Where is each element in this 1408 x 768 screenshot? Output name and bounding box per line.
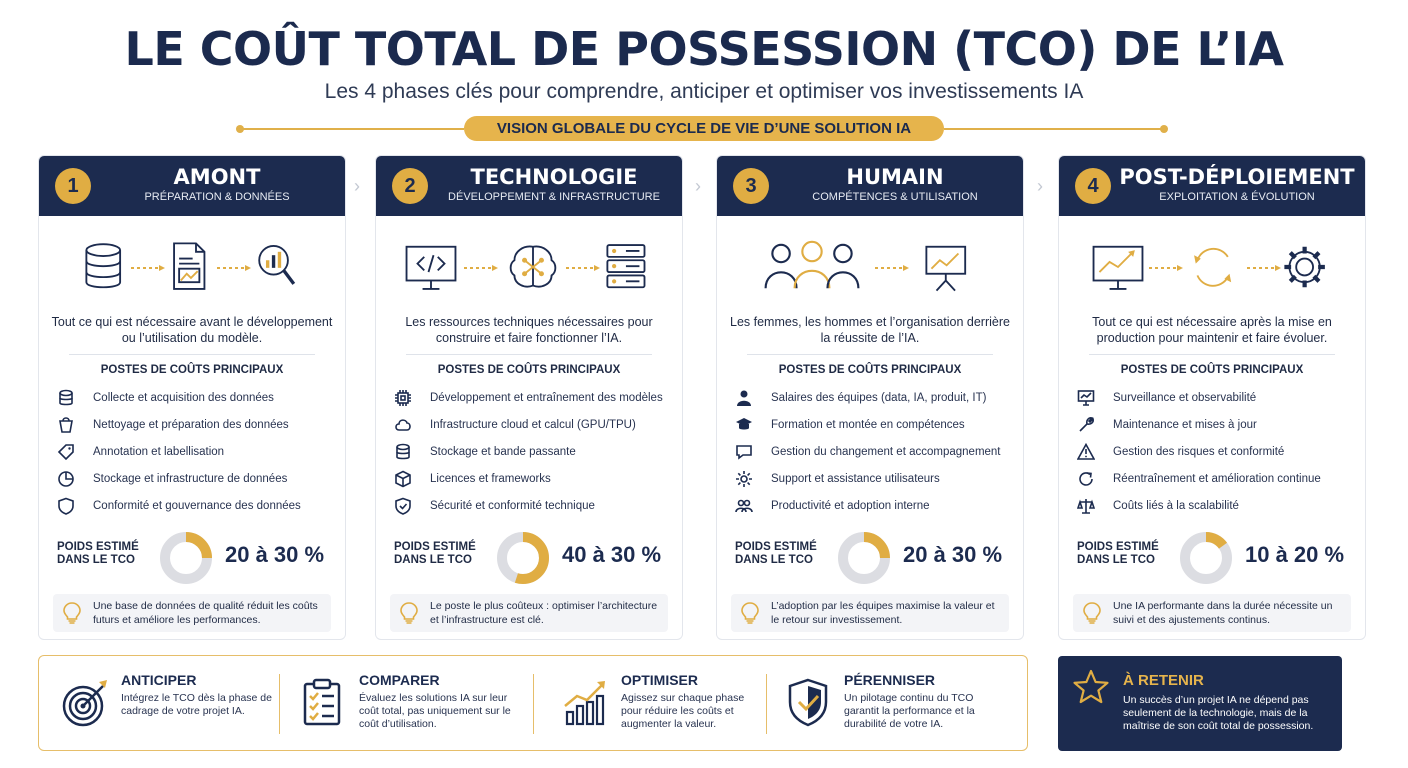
brain-icon	[506, 238, 560, 296]
takeaway-title: À RETENIR	[1123, 672, 1204, 689]
cost-item	[1077, 465, 1357, 492]
phase-tip	[731, 594, 1009, 632]
weight-label-line2: DANS LE TCO	[394, 554, 472, 566]
phase-description: Les femmes, les hommes et l’organisation derrière la réussite de l’IA.	[730, 315, 1010, 345]
chevron-right-icon: ›	[695, 176, 701, 196]
phase-card-3	[716, 155, 1024, 640]
star-icon	[1072, 668, 1110, 706]
users-icon	[735, 497, 753, 515]
cost-item-label: Maintenance et mises à jour	[1113, 418, 1257, 431]
box-icon	[394, 470, 412, 488]
phase-header	[717, 156, 1023, 216]
cost-items-list	[735, 384, 1015, 519]
cost-item-label: Coûts liés à la scalabilité	[1113, 499, 1239, 512]
weight-label	[1077, 541, 1159, 567]
weight-donut	[496, 531, 550, 585]
connector-arrow	[217, 264, 251, 272]
cost-item	[57, 465, 337, 492]
key-takeaway-panel	[1058, 656, 1342, 751]
weight-label-line1: POIDS ESTIMÉ	[1077, 541, 1159, 553]
shield-check-icon	[784, 676, 832, 728]
cost-item-label: Formation et montée en compétences	[771, 418, 965, 431]
cloud-icon	[394, 416, 412, 434]
lightbulb-icon	[741, 602, 759, 624]
phase-title: AMONT	[173, 165, 261, 189]
connector-arrow	[875, 264, 909, 272]
phase-title: HUMAIN	[846, 165, 944, 189]
cost-item-label: Conformité et gouvernance des données	[93, 499, 301, 512]
connector-arrow	[464, 264, 498, 272]
cost-item	[57, 411, 337, 438]
cycle-icon	[1189, 238, 1243, 296]
ribbon-dot-left	[236, 125, 244, 133]
phase-header	[1059, 156, 1365, 216]
phase-header	[39, 156, 345, 216]
cost-item	[1077, 411, 1357, 438]
cost-item-label: Stockage et infrastructure de données	[93, 472, 288, 485]
gear-icon	[1281, 238, 1335, 296]
recommendation-comparer	[299, 666, 529, 742]
cost-item-label: Annotation et labellisation	[93, 445, 225, 458]
divider	[533, 674, 534, 734]
recommendation-text: Intégrez le TCO dès la phase de cadrage de votre projet IA.	[121, 692, 272, 717]
recommendation-title: COMPARER	[359, 672, 440, 688]
cost-items-heading: POSTES DE COÛTS PRINCIPAUX	[100, 364, 284, 376]
tip-text: Une base de données de qualité réduit les coûts futurs et améliore les performances.	[93, 600, 318, 626]
shield-check-icon	[394, 497, 412, 515]
cost-items-list	[1077, 384, 1357, 519]
phase-description: Tout ce qui est nécessaire après la mise en production pour maintenir et faire évoluer.	[1092, 315, 1332, 345]
weight-percentage: 20 à 30 %	[225, 542, 325, 567]
code-monitor-icon	[404, 238, 458, 296]
recommendation-optimiser	[561, 666, 776, 742]
shield-icon	[57, 497, 75, 515]
lightbulb-icon	[1083, 602, 1101, 624]
cost-item	[735, 384, 1015, 411]
cost-item-label: Nettoyage et préparation des données	[93, 418, 289, 431]
divider	[406, 354, 652, 355]
gear-icon	[735, 470, 753, 488]
tip-text: L’adoption par les équipes maximise la valeur et le retour sur investissement.	[771, 600, 995, 626]
phase-subtitle: PRÉPARATION & DONNÉES	[144, 191, 290, 203]
phase-number-badge: 4	[1075, 168, 1111, 204]
weight-label	[394, 541, 476, 567]
cost-item	[735, 438, 1015, 465]
checklist-icon	[299, 676, 347, 728]
monitor-icon	[1077, 389, 1095, 407]
cost-item-label: Développement et entraînement des modèles	[430, 391, 663, 404]
ribbon-dot-right	[1160, 125, 1168, 133]
cost-item	[394, 465, 674, 492]
cost-item-label: Gestion des risques et conformité	[1113, 445, 1285, 458]
cost-items-list	[57, 384, 337, 519]
lightbulb-icon	[400, 602, 418, 624]
cost-item	[394, 384, 674, 411]
phase-illustration	[376, 226, 682, 316]
chat-icon	[735, 443, 753, 461]
document-chart-icon	[169, 238, 223, 296]
recommendation-text: Un pilotage continu du TCO garantit la performance et la durabilité de votre IA.	[844, 692, 975, 730]
phase-title: POST-DÉPLOIEMENT	[1119, 165, 1355, 189]
cost-items-heading: POSTES DE COÛTS PRINCIPAUX	[1120, 364, 1304, 376]
recommendations-panel	[38, 655, 1028, 751]
phase-tip	[1073, 594, 1351, 632]
cost-items-heading: POSTES DE COÛTS PRINCIPAUX	[437, 364, 621, 376]
weight-percentage: 20 à 30 %	[903, 542, 1003, 567]
server-icon	[604, 238, 658, 296]
weight-label-line1: POIDS ESTIMÉ	[735, 541, 817, 553]
recommendation-title: PÉRENNISER	[844, 672, 936, 688]
cost-items-heading: POSTES DE COÛTS PRINCIPAUX	[778, 364, 962, 376]
weight-donut	[1179, 531, 1233, 585]
weight-percentage: 10 à 20 %	[1245, 542, 1345, 567]
weight-label-line1: POIDS ESTIMÉ	[57, 541, 139, 553]
bucket-icon	[57, 416, 75, 434]
phase-tip	[53, 594, 331, 632]
cost-item	[735, 492, 1015, 519]
phase-number-badge: 1	[55, 168, 91, 204]
graduation-cap-icon	[735, 416, 753, 434]
cost-item-label: Stockage et bande passante	[430, 445, 576, 458]
scale-icon	[1077, 497, 1095, 515]
phase-description: Les ressources techniques nécessaires pour construire et faire fonctionner l’IA.	[405, 315, 653, 345]
phase-illustration	[39, 226, 345, 316]
lifecycle-ribbon: VISION GLOBALE DU CYCLE DE VIE D’UNE SOLUTION IA	[464, 116, 944, 141]
phase-header	[376, 156, 682, 216]
cost-item-label: Support et assistance utilisateurs	[771, 472, 940, 485]
divider	[69, 354, 315, 355]
growth-chart-icon	[561, 676, 609, 728]
cost-item	[1077, 384, 1357, 411]
cost-item-label: Réentraînement et amélioration continue	[1113, 472, 1321, 485]
lightbulb-icon	[63, 602, 81, 624]
phase-card-1	[38, 155, 346, 640]
connector-arrow	[566, 264, 600, 272]
monitor-chart-icon	[1091, 238, 1145, 296]
chevron-right-icon: ›	[354, 176, 360, 196]
cost-item	[1077, 438, 1357, 465]
weight-label-line1: POIDS ESTIMÉ	[394, 541, 476, 553]
presentation-icon	[923, 238, 977, 296]
cost-item	[57, 384, 337, 411]
cost-item	[394, 438, 674, 465]
recommendation-perenniser	[784, 666, 1024, 742]
recommendation-text: Évaluez les solutions IA sur leur coût total, pas uniquement sur le coût d’utilisation.	[359, 692, 511, 730]
connector-arrow	[1247, 264, 1281, 272]
phase-subtitle: COMPÉTENCES & UTILISATION	[812, 191, 978, 203]
weight-label-line2: DANS LE TCO	[735, 554, 813, 566]
phase-subtitle: EXPLOITATION & ÉVOLUTION	[1159, 191, 1315, 203]
cost-item	[57, 492, 337, 519]
weight-label	[735, 541, 817, 567]
phase-subtitle: DÉVELOPPEMENT & INFRASTRUCTURE	[448, 191, 660, 203]
phase-description: Tout ce qui est nécessaire avant le développement ou l’utilisation du modèle.	[51, 315, 333, 345]
tip-text: Une IA performante dans la durée nécessite un suivi et des ajustements continus.	[1113, 600, 1333, 626]
cost-item-label: Surveillance et observabilité	[1113, 391, 1257, 404]
pie-icon	[57, 470, 75, 488]
recommendation-text: Agissez sur chaque phase pour réduire les coûts et augmenter la valeur.	[621, 692, 745, 730]
divider	[279, 674, 280, 734]
cost-item-label: Collecte et acquisition des données	[93, 391, 274, 404]
recommendation-anticiper	[61, 666, 281, 742]
recommendation-title: ANTICIPER	[121, 672, 197, 688]
phase-number-badge: 2	[392, 168, 428, 204]
chip-icon	[394, 389, 412, 407]
phase-illustration	[717, 226, 1023, 316]
tip-text: Le poste le plus coûteux : optimiser l’architecture et l’infrastructure est clé.	[430, 600, 658, 626]
weight-percentage: 40 à 30 %	[562, 542, 662, 567]
user-icon	[735, 389, 753, 407]
cost-item-label: Infrastructure cloud et calcul (GPU/TPU)	[430, 418, 636, 431]
takeaway-text: Un succès d’un projet IA ne dépend pas seulement de la technologie, mais de la maîtrise de son coût total de possession.	[1123, 694, 1314, 732]
cost-items-list	[394, 384, 674, 519]
cost-item	[1077, 492, 1357, 519]
divider	[766, 674, 767, 734]
cost-item-label: Sécurité et conformité technique	[430, 499, 595, 512]
page-title: LE COÛT TOTAL DE POSSESSION (TCO) DE L’IA	[124, 22, 1284, 76]
database-icon	[57, 389, 75, 407]
cost-item-label: Productivité et adoption interne	[771, 499, 930, 512]
phase-number-badge: 3	[733, 168, 769, 204]
divider	[1089, 354, 1335, 355]
cost-item	[57, 438, 337, 465]
target-icon	[61, 676, 109, 728]
cost-item	[394, 411, 674, 438]
magnifier-chart-icon	[255, 238, 309, 296]
weight-label	[57, 541, 139, 567]
ribbon-line-right	[944, 128, 1164, 130]
divider	[747, 354, 993, 355]
cost-item-label: Salaires des équipes (data, IA, produit, IT)	[771, 391, 987, 404]
cost-item	[735, 411, 1015, 438]
tag-icon	[57, 443, 75, 461]
recommendation-title: OPTIMISER	[621, 672, 699, 688]
cost-item-label: Gestion du changement et accompagnement	[771, 445, 1001, 458]
phase-card-2	[375, 155, 683, 640]
database-icon	[83, 238, 137, 296]
cost-item	[394, 492, 674, 519]
weight-label-line2: DANS LE TCO	[57, 554, 135, 566]
phase-tip	[390, 594, 668, 632]
phase-illustration	[1059, 226, 1365, 316]
cost-item	[735, 465, 1015, 492]
page-subtitle: Les 4 phases clés pour comprendre, anticiper et optimiser vos investissements IA	[324, 80, 1084, 103]
ribbon-line-left	[240, 128, 464, 130]
warning-icon	[1077, 443, 1095, 461]
refresh-icon	[1077, 470, 1095, 488]
chevron-right-icon: ›	[1037, 176, 1043, 196]
team-icon	[757, 238, 867, 296]
cost-item-label: Licences et frameworks	[430, 472, 551, 485]
weight-donut	[159, 531, 213, 585]
connector-arrow	[1149, 264, 1183, 272]
phase-title: TECHNOLOGIE	[470, 165, 638, 189]
wrench-icon	[1077, 416, 1095, 434]
connector-arrow	[131, 264, 165, 272]
phase-card-4	[1058, 155, 1366, 640]
database-icon	[394, 443, 412, 461]
weight-donut	[837, 531, 891, 585]
weight-label-line2: DANS LE TCO	[1077, 554, 1155, 566]
